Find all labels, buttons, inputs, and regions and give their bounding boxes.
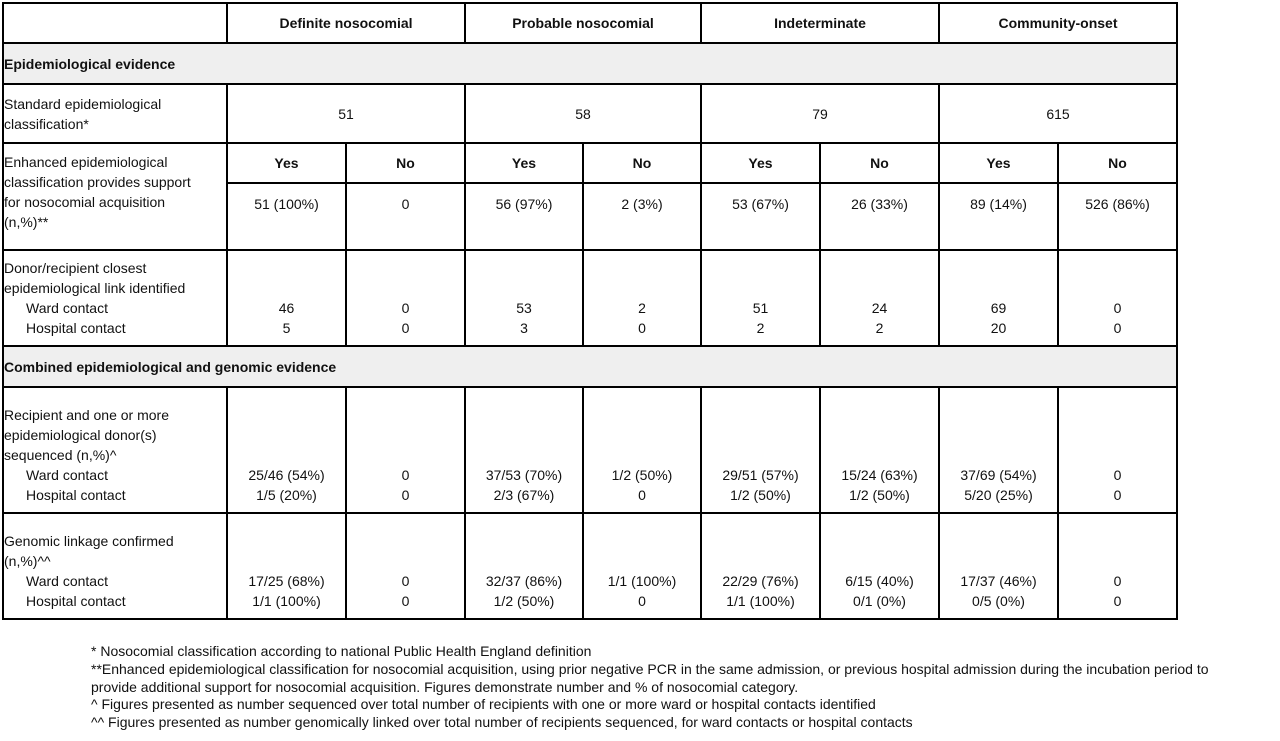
donor-cell [227, 250, 346, 346]
yes-header: Yes [227, 143, 346, 183]
no-header: No [583, 143, 701, 183]
sequenced-ward-value: 37/69 (54%) [960, 467, 1037, 483]
sequenced-hospital-value: 0 [638, 487, 646, 503]
genomic-hospital-value: 1/2 (50%) [493, 593, 555, 609]
sequenced-hospital-value: 1/2 (50%) [849, 487, 910, 503]
donor-ward-value: 69 [990, 300, 1007, 316]
genomic-ward-value: 1/1 (100%) [607, 573, 677, 589]
enhanced-value: 2 (3%) [583, 183, 701, 250]
ward-contact-label: Ward contact [26, 573, 108, 589]
sequenced-cell [583, 387, 701, 513]
sequenced-row [3, 387, 1177, 513]
enhanced-label-line: for nosocomial acquisition [4, 194, 166, 210]
sequenced-label [3, 387, 227, 513]
standard-label: Standard epidemiological classification* [3, 84, 227, 143]
genomic-hospital-value: 0 [401, 593, 410, 609]
sequenced-ward-value: 1/2 (50%) [611, 467, 673, 483]
standard-value-probable: 58 [465, 84, 701, 143]
donor-cell [465, 250, 583, 346]
sequenced-cell [465, 387, 583, 513]
enhanced-value: 526 (86%) [1058, 183, 1177, 250]
donor-ward-value: 0 [401, 300, 410, 316]
genomic-ward-value: 0 [401, 573, 410, 589]
enhanced-value: 26 (33%) [820, 183, 939, 250]
donor-hospital-value: 2 [756, 320, 765, 336]
genomic-row [3, 513, 1177, 619]
sequenced-cell [346, 387, 465, 513]
sequenced-ward-value: 0 [401, 467, 410, 483]
ward-contact-label: Ward contact [26, 467, 108, 483]
genomic-hospital-value: 0 [638, 593, 646, 609]
genomic-cell [583, 513, 701, 619]
donor-cell [1058, 250, 1177, 346]
genomic-cell [346, 513, 465, 619]
donor-hospital-value: 20 [990, 320, 1007, 336]
sequenced-ward-value: 25/46 (54%) [248, 467, 325, 483]
donor-label-line: epidemiological link identified [4, 280, 186, 296]
enhanced-yesno-row [3, 143, 1177, 183]
donor-hospital-value: 2 [875, 320, 884, 336]
standard-value-community: 615 [939, 84, 1177, 143]
donor-ward-value: 24 [871, 300, 888, 316]
donor-ward-value: 2 [638, 300, 646, 316]
section-title-epi: Epidemiological evidence [3, 43, 1177, 84]
sequenced-hospital-value: 1/2 (50%) [730, 487, 791, 503]
col-header-indeterminate: Indeterminate [701, 3, 939, 43]
sequenced-hospital-value: 5/20 (25%) [964, 487, 1033, 503]
sequenced-cell [939, 387, 1058, 513]
sequenced-label-line: sequenced (n,%)^ [4, 447, 117, 463]
no-header: No [346, 143, 465, 183]
donor-ward-value: 46 [278, 300, 295, 316]
donor-label-line: Donor/recipient closest [4, 260, 147, 276]
footnote: provide additional support for nosocomial acquisition. Figures demonstrate number and % of nosocomial category. [91, 678, 799, 695]
genomic-label-line: Genomic linkage confirmed [4, 533, 174, 549]
genomic-label-line: (n,%)^^ [4, 553, 51, 569]
genomic-ward-value: 17/25 (68%) [248, 573, 325, 589]
footnotes [91, 643, 1280, 732]
donor-label [3, 250, 227, 346]
donor-ward-value: 53 [516, 300, 532, 316]
hospital-contact-label: Hospital contact [26, 487, 126, 503]
genomic-ward-value: 0 [1113, 573, 1122, 589]
sequenced-cell [1058, 387, 1177, 513]
donor-hospital-value: 5 [282, 320, 291, 336]
genomic-hospital-value: 1/1 (100%) [252, 593, 321, 609]
sequenced-hospital-value: 0 [1113, 487, 1122, 503]
genomic-ward-value: 17/37 (46%) [960, 573, 1037, 589]
sequenced-cell [820, 387, 939, 513]
donor-hospital-value: 0 [401, 320, 410, 336]
genomic-ward-value: 22/29 (76%) [722, 573, 799, 589]
genomic-hospital-value: 1/1 (100%) [726, 593, 795, 609]
genomic-cell [1058, 513, 1177, 619]
sequenced-ward-value: 15/24 (63%) [841, 467, 918, 483]
genomic-cell [227, 513, 346, 619]
enhanced-value: 0 [346, 183, 465, 250]
donor-hospital-value: 0 [1113, 320, 1122, 336]
donor-hospital-value: 3 [520, 320, 528, 336]
sequenced-ward-value: 37/53 (70%) [485, 467, 563, 483]
footnote: ^^ Figures presented as number genomically linked over total number of recipients sequenced, for ward contacts or hospital contacts [91, 714, 913, 731]
enhanced-label-line: (n,%)** [4, 214, 49, 230]
donor-ward-value: 51 [752, 300, 769, 316]
donor-cell [346, 250, 465, 346]
no-header: No [1058, 143, 1177, 183]
hospital-contact-label: Hospital contact [26, 593, 126, 609]
donor-cell [820, 250, 939, 346]
no-header: No [820, 143, 939, 183]
genomic-ward-value: 6/15 (40%) [845, 573, 914, 589]
sequenced-ward-value: 29/51 (57%) [722, 467, 799, 483]
genomic-cell [939, 513, 1058, 619]
donor-cell [701, 250, 820, 346]
sequenced-ward-value: 0 [1113, 467, 1122, 483]
yes-header: Yes [701, 143, 820, 183]
results-table [2, 2, 1178, 620]
sequenced-label-line: epidemiological donor(s) [4, 427, 157, 443]
enhanced-value: 53 (67%) [701, 183, 820, 250]
donor-cell [939, 250, 1058, 346]
donor-ward-value: 0 [1113, 300, 1122, 316]
yes-header: Yes [939, 143, 1058, 183]
section-row-epi [3, 43, 1177, 84]
section-title-combined: Combined epidemiological and genomic evidence [3, 346, 1177, 387]
genomic-cell [465, 513, 583, 619]
standard-value-definite: 51 [227, 84, 465, 143]
col-header-probable: Probable nosocomial [465, 3, 701, 43]
section-row-combined [3, 346, 1177, 387]
ward-contact-label: Ward contact [26, 300, 108, 316]
standard-value-indeterminate: 79 [701, 84, 939, 143]
donor-row [3, 250, 1177, 346]
col-header-definite: Definite nosocomial [227, 3, 465, 43]
genomic-cell [820, 513, 939, 619]
genomic-hospital-value: 0 [1113, 593, 1122, 609]
enhanced-label [3, 143, 227, 250]
enhanced-value: 51 (100%) [227, 183, 346, 250]
genomic-label [3, 513, 227, 619]
genomic-hospital-value: 0/1 (0%) [853, 593, 906, 609]
corner-cell [3, 3, 227, 43]
enhanced-value: 89 (14%) [939, 183, 1058, 250]
genomic-hospital-value: 0/5 (0%) [972, 593, 1025, 609]
sequenced-hospital-value: 1/5 (20%) [256, 487, 317, 503]
donor-hospital-value: 0 [638, 320, 646, 336]
footnote: * Nosocomial classification according to national Public Health England definition [91, 643, 592, 659]
sequenced-label-line: Recipient and one or more [4, 407, 169, 423]
col-header-community: Community-onset [939, 3, 1177, 43]
enhanced-label-line: classification provides support [4, 174, 191, 190]
sequenced-hospital-value: 0 [401, 487, 410, 503]
genomic-cell [701, 513, 820, 619]
enhanced-value: 56 (97%) [465, 183, 583, 250]
enhanced-label-line: Enhanced epidemiological [4, 154, 168, 170]
sequenced-cell [227, 387, 346, 513]
footnote: **Enhanced epidemiological classification for nosocomial acquisition, using prior negative PCR in the same admission, or previous hospital admission during the incubation period to [91, 660, 1209, 677]
footnote: ^ Figures presented as number sequenced over total number of recipients with one or more ward or hospital contacts identified [91, 696, 876, 713]
yes-header: Yes [465, 143, 583, 183]
standard-row [3, 84, 1177, 143]
sequenced-cell [701, 387, 820, 513]
genomic-ward-value: 32/37 (86%) [485, 573, 563, 589]
hospital-contact-label: Hospital contact [26, 320, 126, 336]
header-row [3, 3, 1177, 43]
donor-cell [583, 250, 701, 346]
sequenced-hospital-value: 2/3 (67%) [493, 487, 555, 503]
